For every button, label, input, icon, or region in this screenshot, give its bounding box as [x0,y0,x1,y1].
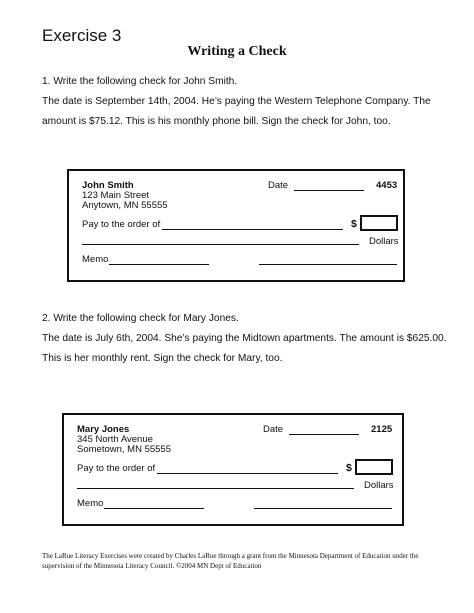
dollar-sign: $ [346,462,352,474]
exercise-1-details-line-1: The date is September 14th, 2004. He’s paying the Western Telephone Company. The [42,96,431,107]
dollar-sign: $ [351,218,357,230]
exercise-1-instruction: 1. Write the following check for John Smith. [42,76,238,87]
date-line[interactable] [294,190,364,191]
amount-box[interactable] [355,459,393,475]
payer-city: Sometown, MN 55555 [77,444,171,455]
pay-to-label: Pay to the order of [82,219,161,230]
amount-box[interactable] [360,215,398,231]
worksheet-title: Writing a Check [187,44,287,59]
exercise-2-instruction: 2. Write the following check for Mary Jones. [42,313,239,324]
exercise-title: Exercise 3 [42,26,122,45]
memo-label: Memo [82,254,109,265]
memo-line[interactable] [104,508,204,509]
dollars-label: Dollars [369,236,399,247]
exercise-2-details-line-2: This is her monthly rent. Sign the check for Mary, too. [42,353,283,364]
memo-line[interactable] [109,264,209,265]
signature-line[interactable] [259,264,397,265]
footer-credit: The LaRue Literacy Exercises were created by Charles LaRue through a grant from the Minnesota Department of Education under the supervision of the Minnesota Literacy Council. ©2004 MN Dept of Education [42,552,419,570]
written-amount-line[interactable] [77,488,354,489]
pay-to-label: Pay to the order of [77,463,156,474]
payer-name: Mary Jones [77,424,130,435]
date-line[interactable] [289,434,359,435]
payer-street: 123 Main Street [82,190,150,201]
payee-line[interactable] [162,229,343,230]
check-mary-jones [62,413,404,526]
exercise-2-details-line-1: The date is July 6th, 2004. She’s paying the Midtown apartments. The amount is $625.00. [42,333,447,344]
exercise-1-details-line-2: amount is $75.12. This is his monthly phone bill. Sign the check for John, too. [42,116,391,127]
payee-line[interactable] [157,473,338,474]
payer-city: Anytown, MN 55555 [82,200,168,211]
memo-label: Memo [77,498,104,509]
check-john-smith [67,169,405,282]
check-number: 4453 [376,180,398,191]
payer-street: 345 North Avenue [77,434,153,445]
signature-line[interactable] [254,508,392,509]
date-label: Date [268,180,289,191]
date-label: Date [263,424,284,435]
dollars-label: Dollars [364,480,394,491]
written-amount-line[interactable] [82,244,359,245]
payer-name: John Smith [82,180,134,191]
check-number: 2125 [371,424,393,435]
